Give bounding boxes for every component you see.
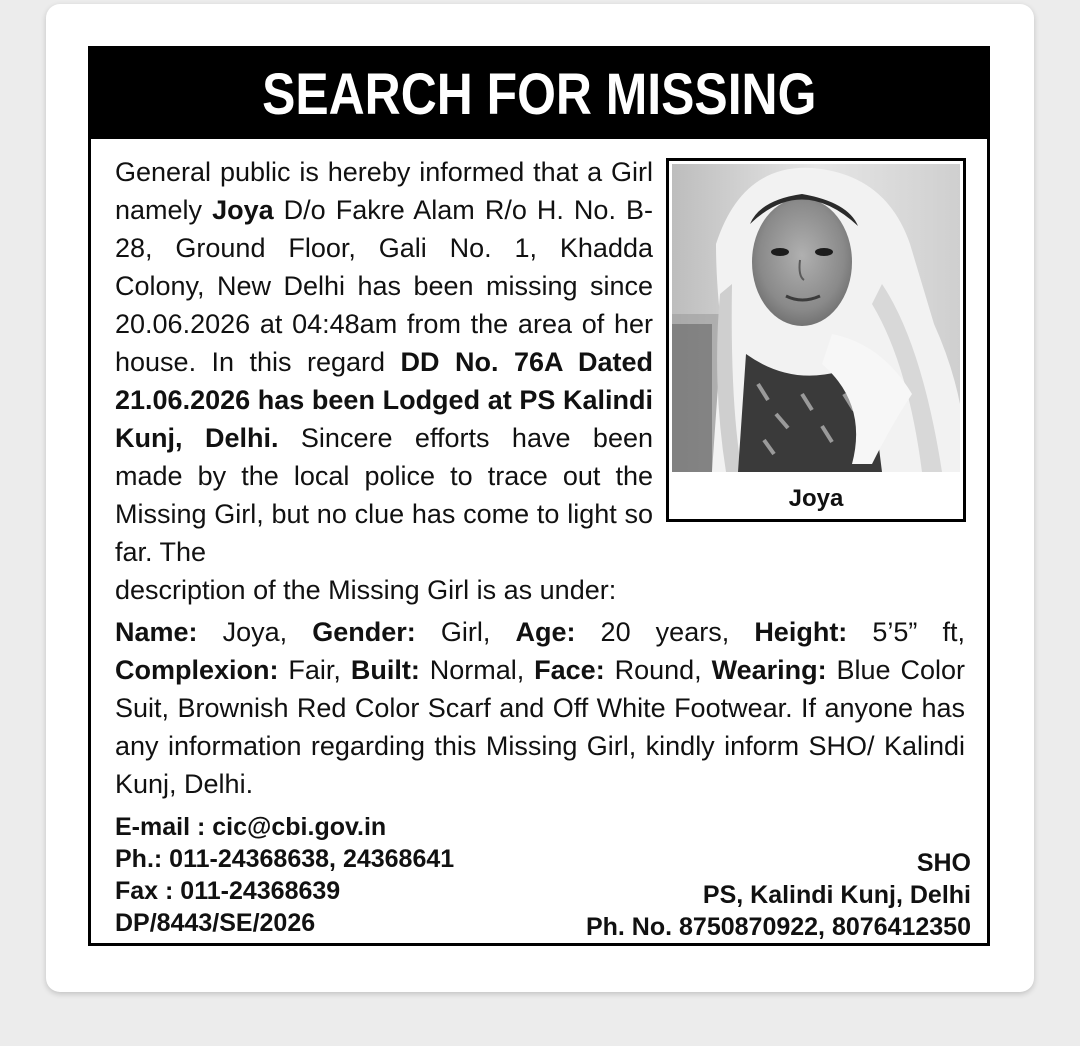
built-label: Built: [350,655,420,685]
complexion-label: Complexion: [115,655,279,685]
gender-value: Girl, [415,617,516,647]
description-paragraph [115,613,965,803]
name-value: Joya, [197,617,313,647]
wearing-value: Blue Color Suit, Brownish Red Color Scarf and Off White Footwear. [115,655,965,723]
intro-text-1: General public is hereby informed that a Girl namely [115,157,653,225]
intro-paragraph [115,153,653,571]
intro-text-3: Sincere efforts have been made by the local police to trace out the Missing Girl, but no clue has come to light so far. The [115,423,653,567]
intro-last-line [115,571,675,609]
complexion-value: Fair, [278,655,351,685]
gender-label: Gender: [312,617,416,647]
missing-notice [88,46,990,946]
signatory-block [586,847,971,943]
contact-phone: Ph.: 011-24368638, 24368641 [115,845,455,873]
age-label: Age: [515,617,576,647]
dd-details: DD No. 76A Dated 21.06.2026 has been Lodged at PS Kalindi Kunj, Delhi. [115,347,653,453]
contact-fax: Fax : 011-24368639 [115,877,341,905]
intro-text-2: D/o Fakre Alam R/o H. No. B-28, Ground Floor, Gali No. 1, Khadda Colony, New Delhi has been missing since 20.06.2026 at 04:48am from the area of her house. In this regard [115,195,653,377]
age-value: 20 years, [575,617,755,647]
contact-block [115,811,454,939]
height-value: 5’5” ft, [847,617,966,647]
photo-frame [666,158,966,522]
name-label: Name: [115,617,198,647]
notice-title: SEARCH FOR MISSING [261,61,817,127]
built-value: Normal, [419,655,535,685]
intro-text-4: description of the Missing Girl is as under: [115,575,617,605]
signatory-station: PS, Kalindi Kunj, Delhi [702,881,971,909]
wearing-label: Wearing: [711,655,827,685]
missing-person-name: Joya [212,195,274,225]
photo-caption: Joya [788,485,844,512]
reference-number: DP/8443/SE/2026 [115,909,316,937]
face-value: Round, [604,655,712,685]
signatory-phone: Ph. No. 8750870922, 8076412350 [585,913,971,941]
missing-person-photo [672,164,960,472]
contact-email: E-mail : cic@cbi.gov.in [115,813,387,841]
height-label: Height: [754,617,848,647]
signatory-title: SHO [916,849,971,877]
appeal-text: If anyone has any information regarding this Missing Girl, kindly inform SHO/ Kalindi Kunj, Delhi. [115,693,965,799]
portrait-image [672,164,960,472]
face-label: Face: [534,655,605,685]
notice-banner [91,49,987,139]
